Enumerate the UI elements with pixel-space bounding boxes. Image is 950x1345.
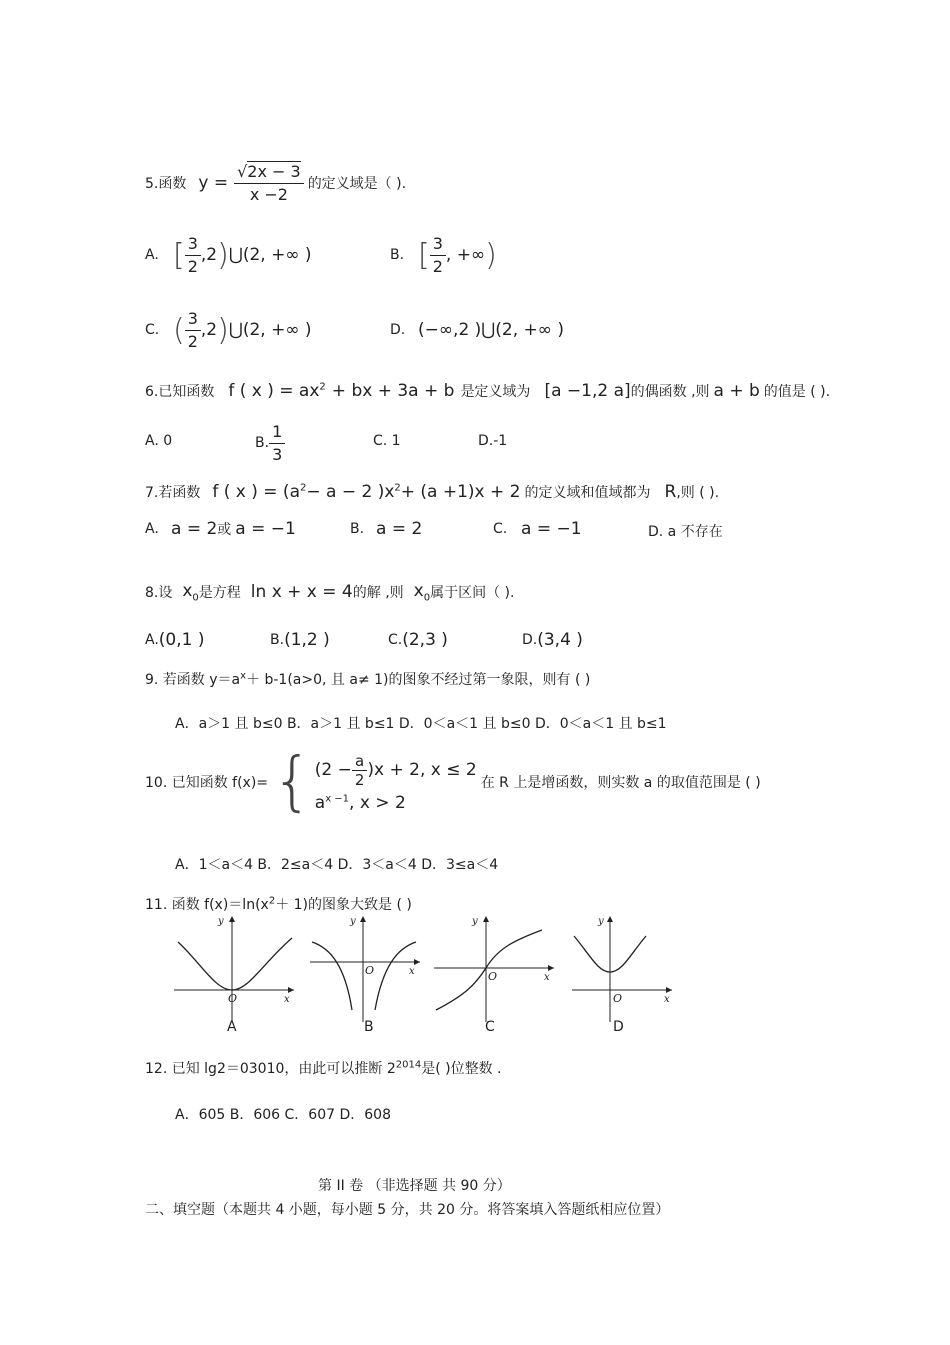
q6-option-a: A. 0	[145, 433, 173, 449]
paren-close-icon: )	[485, 237, 497, 273]
q6-func: f ( x ) = $ax^2$ + bx + 3a + b	[228, 381, 455, 401]
graph-d	[572, 916, 672, 1022]
q12-options: A．605 B．606 C．607 D．608	[175, 1107, 391, 1123]
q10-case1: (2 − $\frac{a}{2}$ )x + 2, x ≤ 2	[314, 751, 477, 789]
q5-d-part1: (−∞,2 )	[418, 320, 482, 340]
q5-suffix: 的定义域是（ ).	[307, 176, 407, 192]
graph-c-y-label: y	[472, 916, 478, 927]
paren-close-icon: )	[217, 312, 229, 348]
q5-a-rest: ,2	[200, 245, 218, 265]
q5-c-union: ⋃	[228, 320, 243, 340]
q7-prefix: 7.若函数	[145, 485, 201, 501]
q7-func: f ( x ) = ($a^2- a - 2$ )$x^2+ (a +1)x + 2$	[212, 482, 521, 502]
q8-option-d: D. (3,4 )	[522, 630, 583, 650]
q5-stem	[145, 160, 406, 206]
q7-option-a: A. a = 2 或 a = −1	[145, 519, 296, 539]
q12-stem: 12. 已知 lg2＝03010，由此可以推断 $2^{2014}$是( )位整数 .	[145, 1059, 502, 1077]
q6-suffix: 的偶函数 ,则	[630, 384, 710, 400]
q5-numerator: √2x − 3	[234, 161, 304, 184]
q10-stem: 10. 已知函数 f(x)= { (2 − $\frac{a}{2}$ )x + 2, x ≤ 2 $a^{x -1}$, x > 2 在 R 上是增函数，则实数 a 的取值范围是 ( )	[145, 745, 761, 819]
q7-option-d: D. a 不存在	[648, 524, 723, 540]
q5-d-label: D.	[390, 322, 406, 338]
q5-d-union: ⋃	[481, 320, 496, 340]
graph-d-origin: O	[613, 992, 623, 1005]
brace-icon: {	[272, 745, 313, 819]
q11-label-d: D	[613, 1019, 624, 1035]
q6-option-c: C. 1	[373, 433, 401, 449]
q7-suffix2: ,则 ( ).	[676, 485, 720, 501]
q5-option-b	[390, 230, 497, 280]
graph-c-x-label: x	[544, 972, 550, 983]
q6-prefix: 6.已知函数	[145, 384, 215, 400]
q11-stem: 11. 函数 $f(x)=\ln(x^2+ 1)$的图象大致是 ( )	[145, 895, 412, 913]
q10-options: A．1＜a＜4 B．2≤a＜4 D．3＜a＜4 D．3≤a＜4	[175, 857, 499, 873]
q8-stem: 8.设 $x_0$ 是方程 ln x + x = 4 的解 ,则 $x_0$ 属于区间（ ).	[145, 580, 515, 604]
q8-x0b: $x_0$	[413, 580, 431, 604]
q8-x0: $x_0$	[182, 580, 199, 604]
q11-label-a: A	[227, 1019, 237, 1035]
graph-b	[310, 916, 420, 1022]
q6-b-fraction: $\frac{1}{3}$	[269, 421, 285, 466]
q5-c-fraction: $\frac{3}{2}$	[185, 308, 201, 353]
q7-option-b: B. a = 2	[350, 519, 423, 539]
q6-mid: 是定义域为	[460, 384, 531, 400]
q7-r: R	[664, 482, 677, 502]
q9-options: A．a＞1 且 b≤0 B．a＞1 且 b≤1 D．0＜a＜1 且 b≤0 D．0＜a＜1 且 b≤1	[175, 716, 667, 732]
q5-a-part2: (2, +∞ )	[242, 245, 312, 265]
graph-b-x-label: x	[409, 966, 415, 977]
graph-a-origin: O	[228, 992, 238, 1005]
q7-suffix: 的定义域和值域都为	[524, 485, 651, 501]
q5-b-label: B.	[390, 247, 405, 263]
q8-option-c: C. (2,3 )	[388, 630, 448, 650]
q7-option-c: C. a = −1	[493, 519, 582, 539]
graph-d-y-label: y	[598, 916, 604, 927]
q5-option-a	[145, 230, 312, 280]
graph-a-x-label: x	[284, 994, 290, 1005]
q5-option-c	[145, 305, 312, 355]
q5-prefix: 5.函数	[145, 176, 187, 192]
section2-title: 第 II 卷 （非选择题 共 90 分）	[318, 1178, 511, 1194]
q11-label-c: C	[485, 1019, 495, 1035]
q5-option-d	[390, 305, 564, 355]
q8-option-a: A. (0,1 )	[145, 630, 205, 650]
q10-cases	[315, 752, 477, 813]
q8-option-b: B. (1,2 )	[270, 630, 330, 650]
bracket-open-icon: [	[418, 237, 430, 273]
q6-stem	[145, 378, 830, 404]
q10-case2: $a^{x -1}$, x > 2	[314, 792, 406, 813]
section2-subtitle: 二、填空题（本题共 4 小题，每小题 5 分，共 20 分。将答案填入答题纸相应位置）	[145, 1202, 670, 1218]
q7-stem	[145, 479, 719, 505]
q5-d-part2: (2, +∞ )	[495, 320, 564, 340]
q5-b-rest: , +∞	[445, 245, 486, 265]
bracket-open-icon: [	[173, 237, 185, 273]
q6-domain: [a −1,2 a]	[544, 381, 631, 401]
graph-b-y-label: y	[350, 916, 356, 927]
q5-denominator: x −2	[249, 184, 288, 204]
q5-a-fraction: $\frac{3}{2}$	[185, 233, 201, 278]
paren-open-icon: (	[173, 312, 185, 348]
graph-d-x-label: x	[664, 994, 670, 1005]
q6-option-d: D.-1	[478, 433, 508, 449]
q5-c-part2: (2, +∞ )	[242, 320, 312, 340]
graph-a-y-label: y	[218, 916, 224, 927]
graph-c-origin: O	[488, 970, 498, 983]
graph-b-origin: O	[365, 964, 375, 977]
q5-a-label: A.	[145, 247, 159, 263]
q8-equation: ln x + x = 4	[250, 582, 353, 602]
q5-fraction	[234, 161, 304, 206]
graph-a	[174, 916, 294, 1022]
q5-b-fraction: $\frac{3}{2}$	[430, 233, 446, 278]
q11-label-b: B	[364, 1019, 374, 1035]
q6-b-label: B.	[255, 435, 270, 451]
q6-option-b	[255, 420, 285, 466]
paren-close-icon: )	[217, 237, 229, 273]
graph-c	[434, 916, 554, 1022]
q5-c-rest: ,2	[200, 320, 218, 340]
q5-a-union: ⋃	[228, 245, 243, 265]
q11-graphs	[170, 910, 690, 1045]
q5-c-label: C.	[145, 322, 160, 338]
q5-y-eq: y =	[198, 173, 229, 193]
q9-stem: 9. 若函数 $y=a^x+ b-1(a>0$, 且 a≠ 1)的图象不经过第一象限，则有 ( )	[145, 670, 591, 688]
sqrt-icon: √	[237, 161, 248, 181]
q6-suffix2: 的值是 ( ).	[763, 384, 831, 400]
q6-expr: a + b	[713, 381, 760, 401]
